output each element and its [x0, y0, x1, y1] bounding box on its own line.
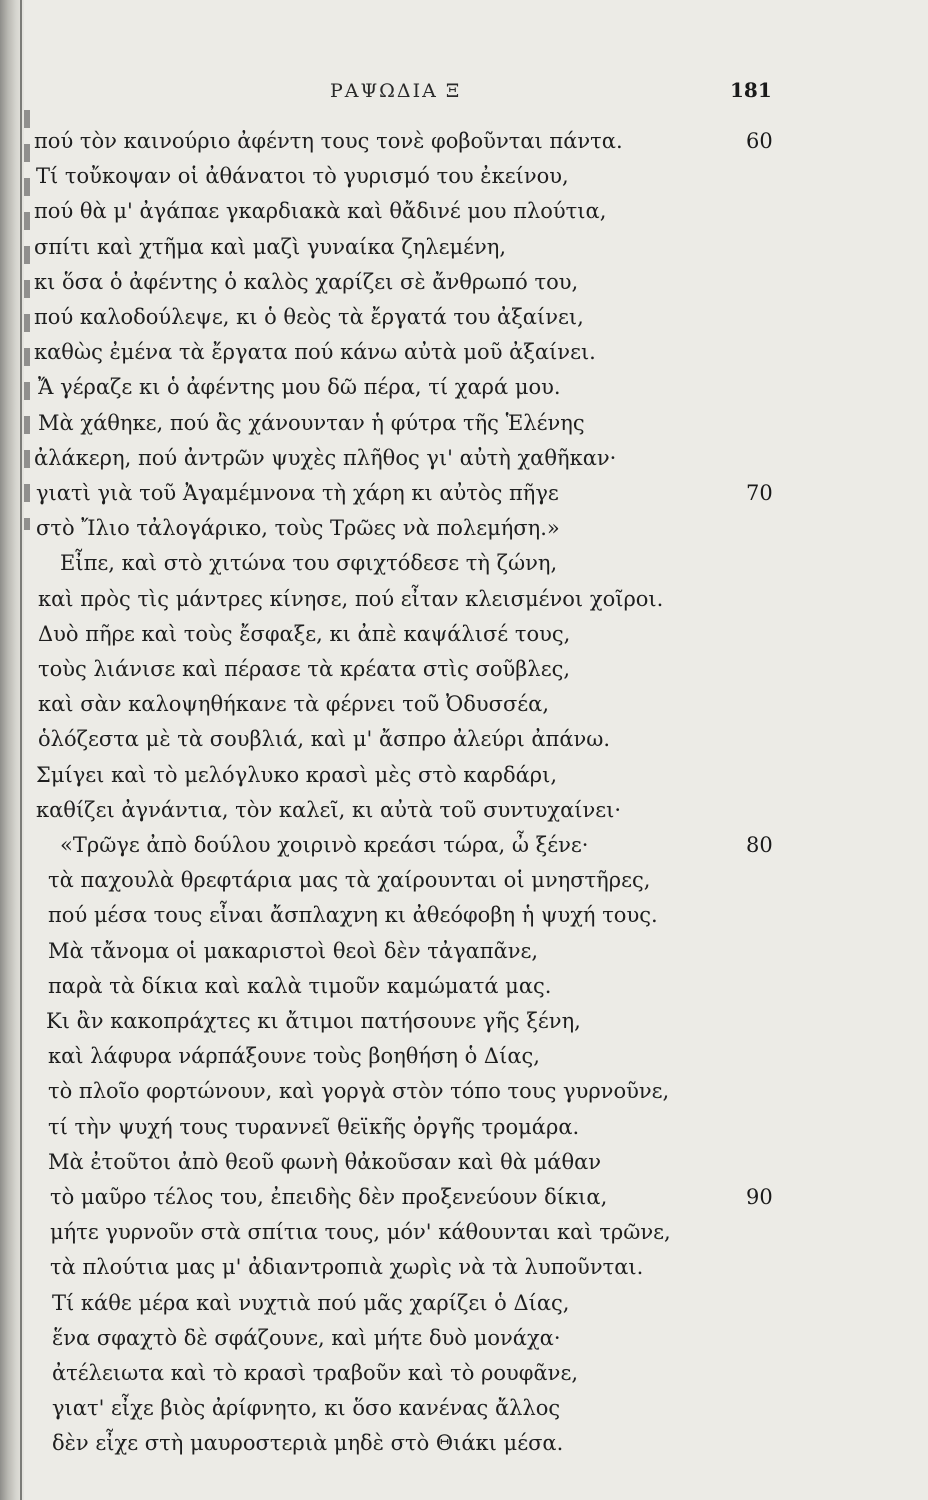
verse-text: Μὰ χάθηκε, πού ἂς χάνουνταν ἡ φύτρα τῆς Ἑλένης — [38, 410, 585, 435]
verse-text: γιατ' εἶχε βιὸς ἀρίφνητο, κι ὅσο κανένας ἄλλος — [52, 1396, 561, 1421]
verse-text: τὰ παχουλὰ θρεφτάρια μας τὰ χαίρουνται οἱ μνηστῆρες, — [48, 868, 651, 893]
verse-text: Τί κάθε μέρα καὶ νυχτιὰ πού μᾶς χαρίζει ὁ Δίας, — [52, 1290, 570, 1315]
verse-line — [0, 1074, 928, 1109]
verse-line — [0, 335, 928, 370]
verse-text: πού καλοδούλεψε, κι ὁ θεὸς τὰ ἔργατά του ἀξαίνει, — [34, 305, 584, 329]
verse-line — [0, 406, 928, 441]
page-number: 181 — [730, 78, 772, 102]
verse-text: ὁλόζεστα μὲ τὰ σουβλιά, καὶ μ' ἄσπρο ἀλεύρι ἀπάνω. — [38, 727, 611, 752]
verse-line — [0, 1180, 928, 1215]
verse-line — [0, 1215, 928, 1250]
verse-line — [0, 934, 928, 969]
verse-line — [0, 265, 928, 300]
verse-line — [0, 370, 928, 405]
verse-line — [0, 1145, 928, 1180]
verse-text: καὶ λάφυρα νάρπάξουνε τοὺς βοηθήση ὁ Δίας, — [48, 1044, 540, 1069]
verse-text: ἀλάκερη, πού ἀντρῶν ψυχὲς πλῆθος γι' αὐτὴ χαθῆκαν· — [34, 445, 617, 470]
verse-line — [0, 1391, 928, 1426]
verse-text: στὸ Ἴλιο τἀλογάρικο, τοὺς Τρῶες νὰ πολεμήση.» — [36, 516, 560, 541]
verse-line — [0, 1039, 928, 1074]
line-number: 60 — [746, 129, 773, 153]
line-number: 80 — [746, 833, 773, 857]
verse-line — [0, 758, 928, 793]
verse-line — [0, 441, 928, 476]
verse-text: κι ὅσα ὁ ἀφέντης ὁ καλὸς χαρίζει σὲ ἄνθρωπό του, — [34, 269, 579, 294]
verse-line — [0, 230, 928, 265]
verse-text: σπίτι καὶ χτῆμα καὶ μαζὶ γυναίκα ζηλεμένη, — [34, 234, 507, 259]
verse-text: τί τὴν ψυχή τους τυραννεῖ θεϊκῆς ὀργῆς τρομάρα. — [48, 1114, 580, 1139]
verse-line — [0, 1110, 928, 1145]
verse-line — [0, 793, 928, 828]
verse-line — [0, 828, 928, 863]
verse-line — [0, 1286, 928, 1321]
verse-text: Δυὸ πῆρε καὶ τοὺς ἔσφαξε, κι ἀπὲ καψάλισέ τους, — [38, 621, 571, 646]
verse-line — [0, 617, 928, 652]
verse-line — [0, 194, 928, 229]
verse-line — [0, 863, 928, 898]
verse-line — [0, 969, 928, 1004]
verse-text: Μὰ τἄνομα οἱ μακαριστοὶ θεοὶ δὲν τἀγαπᾶνε, — [48, 938, 539, 963]
verse-line — [0, 652, 928, 687]
verse-text: καθὼς ἐμένα τὰ ἔργατα πού κάνω αὐτὰ μοῦ ἀξαίνει. — [34, 340, 596, 365]
verse-text: μήτε γυρνοῦν στὰ σπίτια τους, μόν' κάθουνται καὶ τρῶνε, — [50, 1220, 671, 1245]
verse-text: παρὰ τὰ δίκια καὶ καλὰ τιμοῦν καμώματά μας. — [48, 973, 552, 998]
verse-text: πού θὰ μ' ἀγάπαε γκαρδιακὰ καὶ θἄδινέ μου πλούτια, — [34, 199, 607, 224]
verse-text: δὲν εἶχε στὴ μαυροστεριὰ μηδὲ στὸ Θιάκι μέσα. — [52, 1431, 564, 1456]
verse-line — [0, 722, 928, 757]
verse-text: τοὺς λιάνισε καὶ πέρασε τὰ κρέατα στὶς σοῦβλες, — [38, 657, 571, 681]
verse-line — [0, 1356, 928, 1391]
verse-text: πού μέσα τους εἶναι ἄσπλαχνη κι ἀθεόφοβη ἡ ψυχή τους. — [48, 903, 658, 928]
verse-text: Εἶπε, καὶ στὸ χιτώνα του σφιχτόδεσε τὴ ζώνη, — [60, 551, 558, 576]
verse-line — [0, 1321, 928, 1356]
verse-text: Ἄ γέραζε κι ὁ ἀφέντης μου δῶ πέρα, τί χαρά μου. — [38, 375, 561, 400]
line-number: 90 — [746, 1185, 773, 1209]
verse-line — [0, 687, 928, 722]
verse-line — [0, 124, 928, 159]
verse-text: πού τὸν καινούριο ἀφέντη τους τονὲ φοβοῦνται πάντα. — [34, 129, 623, 153]
verse-text: καὶ πρὸς τὶς μάντρες κίνησε, πού εἶταν κλεισμένοι χοῖροι. — [38, 586, 664, 611]
verse-text: ἕνα σφαχτὸ δὲ σφάζουνε, καὶ μήτε δυὸ μονάχα· — [52, 1325, 561, 1350]
verse-text: καθίζει ἀγνάντια, τὸν καλεῖ, κι αὐτὰ τοῦ συντυχαίνει· — [36, 797, 622, 822]
verse-line — [0, 476, 928, 511]
verse-line — [0, 898, 928, 933]
verse-text: «Τρῶγε ἀπὸ δούλου χοιρινὸ κρεάσι τώρα, ὦ ξένε· — [60, 833, 589, 857]
verse-text: Κι ἂν κακοπράχτες κι ἄτιμοι πατήσουνε γῆς ξένη, — [46, 1009, 581, 1033]
verse-line — [0, 1250, 928, 1285]
verse-text: τὸ πλοῖο φορτώνουν, καὶ γοργὰ στὸν τόπο τους γυρνοῦνε, — [48, 1079, 670, 1104]
verse-text: γιατὶ γιὰ τοῦ Ἀγαμέμνονα τὴ χάρη κι αὐτὸς πῆγε — [36, 481, 559, 505]
verse-text: ἀτέλειωτα καὶ τὸ κρασὶ τραβοῦν καὶ τὸ ρουφᾶνε, — [52, 1361, 578, 1385]
verse-line — [0, 159, 928, 194]
verse-line — [0, 582, 928, 617]
page-header — [0, 80, 928, 110]
verse-line — [0, 546, 928, 581]
verse-text: καὶ σὰν καλοψηθήκανε τὰ φέρνει τοῦ Ὀδυσσέα, — [38, 692, 550, 717]
verse-line — [0, 300, 928, 335]
running-head: ΡΑΨΩΔΙΑ Ξ — [330, 80, 462, 102]
line-number: 70 — [746, 481, 773, 505]
verse-text: Σμίγει καὶ τὸ μελόγλυκο κρασὶ μὲς στὸ καρδάρι, — [36, 762, 558, 787]
verse-text: Τί τοὔκοψαν οἱ ἀθάνατοι τὸ γυρισμό του ἐκείνου, — [36, 164, 569, 189]
verse-line — [0, 511, 928, 546]
verse-text: τὰ πλούτια μας μ' ἀδιαντροπιὰ χωρὶς νὰ τὰ λυποῦνται. — [50, 1255, 644, 1280]
verse-line — [0, 1426, 928, 1461]
verse-text: Μὰ ἐτοῦτοι ἀπὸ θεοῦ φωνὴ θἀκοῦσαν καὶ θὰ μάθαν — [48, 1149, 602, 1174]
verse-line — [0, 1004, 928, 1039]
verse-text: τὸ μαῦρο τέλος του, ἐπειδὴς δὲν προξενεύουν δίκια, — [50, 1185, 608, 1209]
